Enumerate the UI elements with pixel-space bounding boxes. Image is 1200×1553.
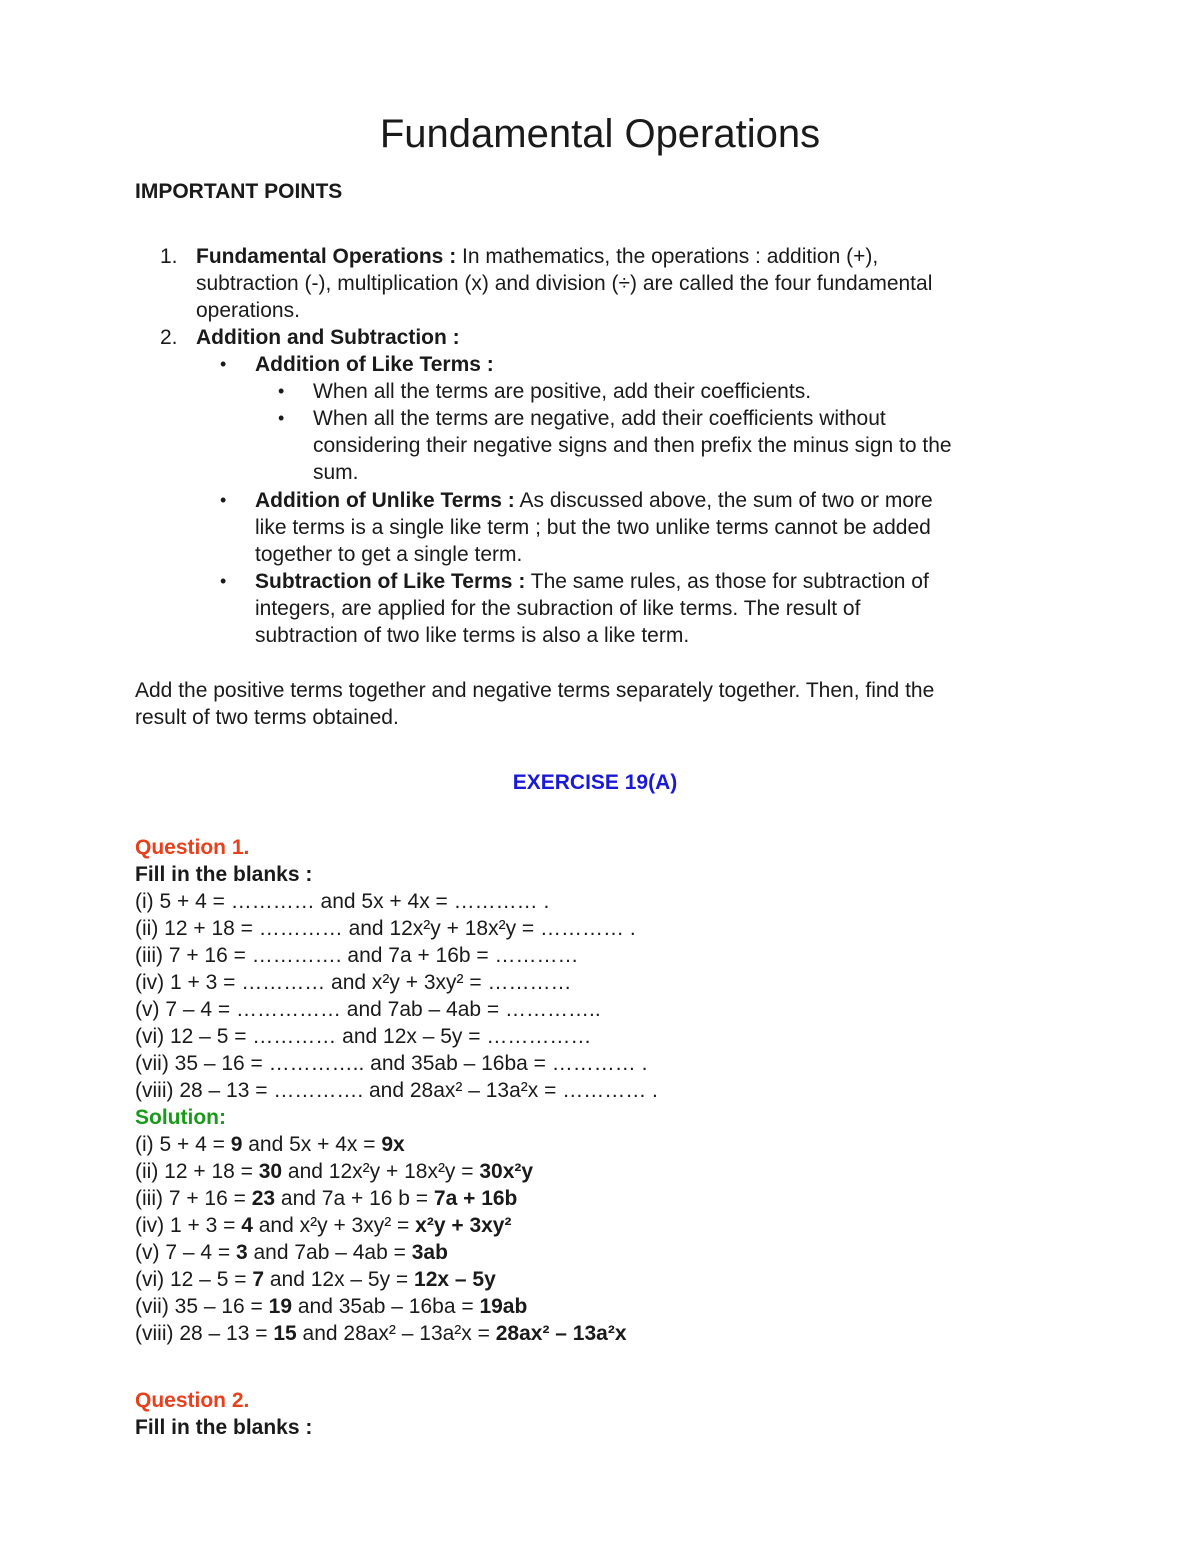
point-1-line-2: subtraction (-), multiplication (x) and division (÷) are called the four fundamental [196, 272, 933, 295]
list-number-1: 1. [160, 245, 178, 268]
subtraction-terms-line-3: subtraction of two like terms is also a like term. [255, 624, 690, 647]
solution-label: Solution: [135, 1106, 226, 1129]
unlike-terms-line-3: together to get a single term. [255, 543, 523, 566]
solution-item: (vi) 12 – 5 = 7 and 12x – 5y = 12x – 5y [135, 1268, 496, 1291]
bullet-icon: • [220, 571, 227, 591]
like-terms-rule-2-line-2: considering their negative signs and then prefix the minus sign to the [313, 434, 952, 457]
bullet-icon: • [220, 354, 227, 374]
unlike-terms-line-2: like terms is a single like term ; but the two unlike terms cannot be added [255, 516, 931, 539]
point-1-line-3: operations. [196, 299, 300, 322]
question-2-heading: Question 2. [135, 1389, 250, 1412]
subtraction-terms-line-1 [255, 568, 929, 595]
paragraph-line-1: Add the positive terms together and negative terms separately together. Then, find the [135, 679, 935, 702]
question-item: (vii) 35 – 16 = ………….. and 35ab – 16ba = ………… . [135, 1052, 648, 1075]
solution-item: (iv) 1 + 3 = 4 and x²y + 3xy² = x²y + 3xy² [135, 1214, 512, 1237]
question-item: (viii) 28 – 13 = …………. and 28ax² – 13a²x = ………… . [135, 1079, 658, 1102]
like-terms-rule-2-line-3: sum. [313, 461, 359, 484]
solution-item: (v) 7 – 4 = 3 and 7ab – 4ab = 3ab [135, 1241, 448, 1264]
like-terms-rule-2-line-1: When all the terms are negative, add their coefficients without [313, 407, 886, 430]
point-1-label: Fundamental Operations : [196, 245, 457, 268]
point-2-label: Addition and Subtraction : [196, 326, 460, 349]
like-terms-label: Addition of Like Terms : [255, 353, 494, 376]
subtraction-terms-text: The same rules, as those for subtraction of [525, 570, 929, 593]
point-1-text: In mathematics, the operations : addition (+), [456, 245, 879, 268]
bullet-icon: • [220, 490, 227, 510]
unlike-terms-text: As discussed above, the sum of two or more [514, 489, 933, 512]
solution-item: (iii) 7 + 16 = 23 and 7a + 16 b = 7a + 16b [135, 1187, 518, 1210]
page-title: Fundamental Operations [379, 112, 821, 156]
unlike-terms-label: Addition of Unlike Terms : [255, 489, 515, 512]
solution-item: (i) 5 + 4 = 9 and 5x + 4x = 9x [135, 1133, 405, 1156]
subtraction-terms-label: Subtraction of Like Terms : [255, 570, 526, 593]
question-1-prompt: Fill in the blanks : [135, 863, 313, 886]
important-points-heading: IMPORTANT POINTS [135, 180, 343, 203]
subtraction-terms-line-2: integers, are applied for the subraction of like terms. The result of [255, 597, 861, 620]
exercise-heading: EXERCISE 19(A) [512, 771, 678, 794]
list-number-2: 2. [160, 326, 178, 349]
question-item: (iii) 7 + 16 = …………. and 7a + 16b = ………… [135, 944, 579, 967]
paragraph-line-2: result of two terms obtained. [135, 706, 399, 729]
question-item: (iv) 1 + 3 = ………… and x²y + 3xy² = ………… [135, 971, 572, 994]
solution-item: (viii) 28 – 13 = 15 and 28ax² – 13a²x = 28ax² – 13a²x [135, 1322, 627, 1345]
point-1-line-1 [196, 243, 878, 270]
like-terms-rule-1: When all the terms are positive, add their coefficients. [313, 380, 812, 403]
solution-item: (vii) 35 – 16 = 19 and 35ab – 16ba = 19ab [135, 1295, 528, 1318]
question-2-prompt: Fill in the blanks : [135, 1416, 313, 1439]
unlike-terms-line-1 [255, 487, 933, 514]
question-item: (ii) 12 + 18 = ………… and 12x²y + 18x²y = ………… . [135, 917, 636, 940]
bullet-icon: • [278, 381, 285, 401]
question-item: (vi) 12 – 5 = ………… and 12x – 5y = …………… [135, 1025, 592, 1048]
question-1-heading: Question 1. [135, 836, 250, 859]
bullet-icon: • [278, 408, 285, 428]
question-item: (v) 7 – 4 = …………… and 7ab – 4ab = ………….. [135, 998, 601, 1021]
question-item: (i) 5 + 4 = ………… and 5x + 4x = ………… . [135, 890, 550, 913]
solution-item: (ii) 12 + 18 = 30 and 12x²y + 18x²y = 30x²y [135, 1160, 534, 1183]
